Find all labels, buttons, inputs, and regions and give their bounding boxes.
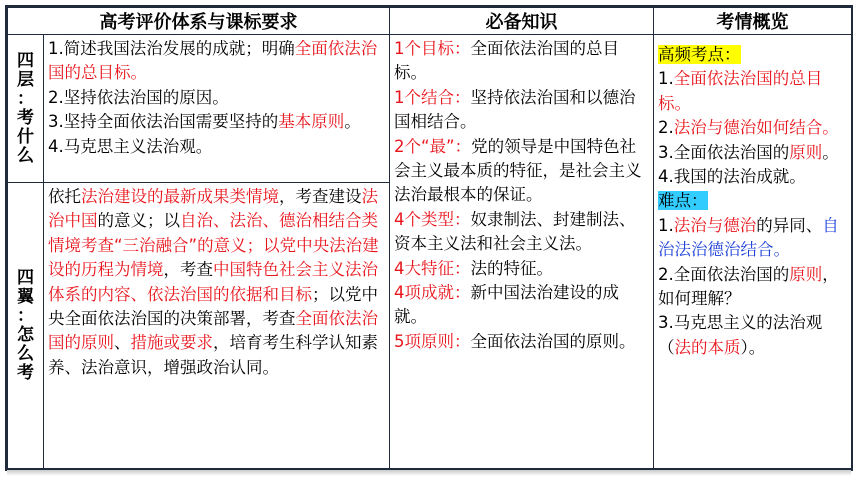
four-layers-content xyxy=(44,35,390,183)
list-item: 1.简述我国法治发展的成就；明确全面依法治国的总目标。 xyxy=(48,39,378,83)
overview-item: 1.法治与德治的异同、自治法治德治结合。 xyxy=(658,215,839,260)
overview-item: 2.全面依法治国的原则，如何理解？ xyxy=(658,264,839,309)
knowledge-item: 1个结合：坚持依法治国和以德治国相结合。 xyxy=(394,87,636,132)
bottom-shadow xyxy=(7,470,851,476)
knowledge-item: 4个类型：奴隶制法、封建制法、资本主义法和社会主义法。 xyxy=(394,209,636,254)
header-essential-knowledge: 必备知识 xyxy=(390,8,654,35)
essential-knowledge-content xyxy=(390,35,654,469)
exam-overview-table xyxy=(7,7,852,469)
knowledge-item: 5项原则：全面依法治国的原则。 xyxy=(394,331,636,351)
frequent-points-label: 高频考点： xyxy=(658,45,741,64)
side-label-four-layers: 四 层 ： 考 什 么 xyxy=(8,35,44,183)
overview-item: 3.全面依法治国的原则。 xyxy=(658,142,839,162)
header-evaluation-system: 高考评价体系与课标要求 xyxy=(8,8,390,35)
knowledge-item: 2个“最”：党的领导是中国特色社会主义最本质的特征，是社会主义法治最根本的保证。 xyxy=(394,136,642,205)
header-row xyxy=(8,8,852,35)
knowledge-item: 4项成就：新中国法治建设的成就。 xyxy=(394,283,619,327)
exam-overview-content xyxy=(654,35,852,469)
side-label-four-wings: 四 翼 ： 怎 么 考 xyxy=(8,183,44,469)
overview-item: 1.全面依法治国的总目标。 xyxy=(658,69,823,113)
overview-item: 2.法治与德治如何结合。 xyxy=(658,118,839,138)
difficult-points-label: 难点： xyxy=(658,191,708,211)
overview-item: 3.马克思主义的法治观（法的本质）。 xyxy=(658,313,823,357)
list-item: 2.坚持依法治国的原因。 xyxy=(48,87,229,107)
list-item: 3.坚持全面依法治国需要坚持的基本原则。 xyxy=(48,112,361,132)
knowledge-item: 4大特征：法的特征。 xyxy=(394,258,553,278)
four-wings-content: 依托法治建设的最新成果类情境，考查建设法治中国的意义；以自治、法治、德治相结合类情境考查“三治融合”的意义；以党中央法治建设的历程为情境，考查中国特色社会主义法治体系的内容、依法治国的依据和目标；以党中央全面依法治国的决策部署，考查全面依法治国的原则、措施或要求，培育考生科学认知素养、法治意识，增强政治认同。 xyxy=(44,183,390,469)
header-exam-overview: 考情概览 xyxy=(654,8,852,35)
knowledge-item: 1个目标：全面依法治国的总目标。 xyxy=(394,39,619,83)
overview-item: 4.我国的法治成就。 xyxy=(658,167,806,187)
list-item: 4.马克思主义法治观。 xyxy=(48,136,213,156)
row-four-layers xyxy=(8,35,852,183)
